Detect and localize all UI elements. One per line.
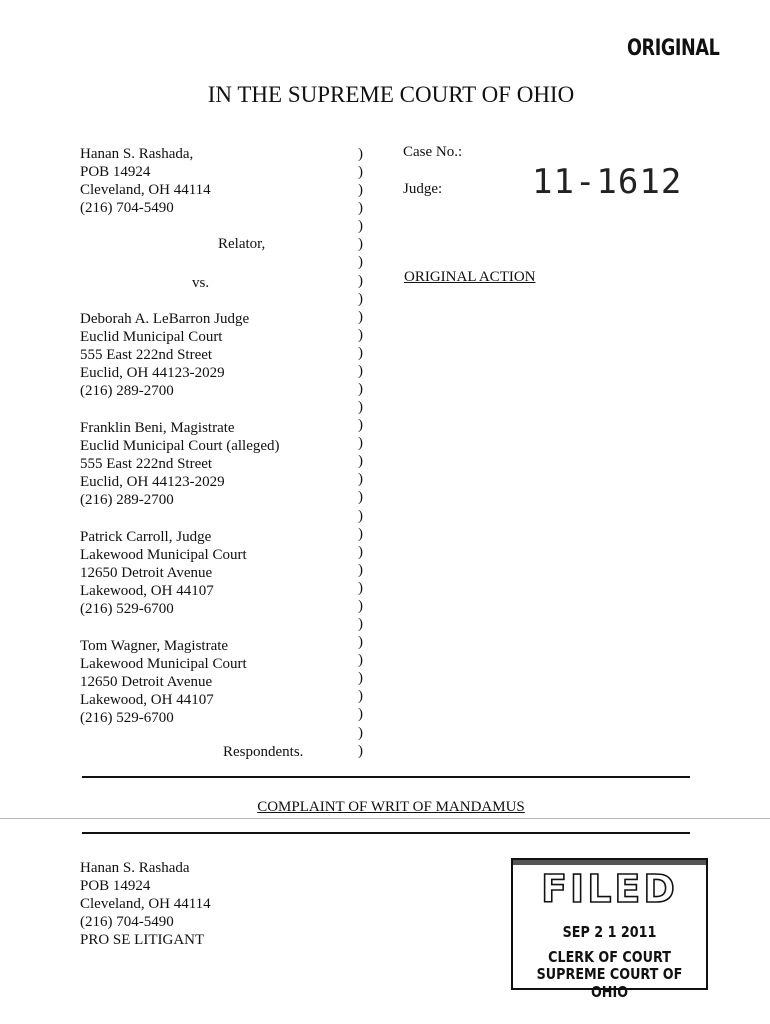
caption-paren: ) [358,200,363,217]
respondent-block [80,637,247,727]
caption-paren: ) [358,652,363,669]
case-number-label: Case No.: [403,144,463,160]
original-stamp: ORIGINAL [627,36,720,61]
relator-pob: POB 14924 [80,164,151,180]
caption-paren: ) [358,561,363,578]
respondent-name: Deborah A. LeBarron Judge [80,311,250,327]
respondent-name: Tom Wagner, Magistrate [80,638,229,654]
respondents-label: Respondents. [223,744,304,760]
respondent-phone: (216) 289-2700 [80,492,174,508]
caption-paren: ) [358,525,363,542]
filer-pob: POB 14924 [80,878,151,894]
respondent-block [80,528,247,618]
respondent-block [80,419,280,509]
caption-paren: ) [358,688,363,705]
filed-clerk: CLERK OF COURT [548,948,671,966]
filed-word: FILED [541,867,678,911]
caption-paren: ) [358,218,363,235]
filed-date: SEP 2 1 2011 [562,923,657,941]
respondent-phone: (216) 289-2700 [80,383,174,399]
caption-paren: ) [358,290,363,307]
relator-label: Relator, [218,236,266,252]
caption-paren: ) [358,399,363,416]
respondent-name: Patrick Carroll, Judge [80,529,212,545]
caption-paren: ) [358,453,363,470]
court-title: IN THE SUPREME COURT OF OHIO [207,82,575,107]
caption-paren: ) [358,507,363,524]
filer-address [80,859,211,949]
filer-phone: (216) 704-5490 [80,914,174,930]
caption-paren: ) [358,417,363,434]
caption-paren: ) [358,471,363,488]
filer-status: PRO SE LITIGANT [80,932,205,948]
respondent-street: 555 East 222nd Street [80,456,213,472]
caption-paren: ) [358,254,363,271]
respondent-city: Lakewood, OH 44107 [80,583,214,599]
caption-paren: ) [358,435,363,452]
caption-paren: ) [358,272,363,289]
top-divider [82,776,690,778]
caption-paren: ) [358,724,363,741]
stamp-top-bar [513,860,706,865]
original-action-label: ORIGINAL ACTION [404,269,536,285]
respondent-court: Lakewood Municipal Court [80,656,247,672]
relator-address [80,145,211,217]
caption-paren: ) [358,326,363,343]
caption-paren: ) [358,597,363,614]
caption-paren: ) [358,489,363,506]
respondent-street: 12650 Detroit Avenue [80,674,213,690]
respondent-city: Euclid, OH 44123-2029 [80,474,225,490]
respondent-name: Franklin Beni, Magistrate [80,420,235,436]
filer-name: Hanan S. Rashada [80,860,190,876]
relator-city: Cleveland, OH 44114 [80,182,211,198]
caption-paren: ) [358,344,363,361]
caption-paren: ) [358,616,363,633]
bottom-divider [82,832,690,834]
respondent-phone: (216) 529-6700 [80,710,174,726]
caption-paren: ) [358,381,363,398]
caption-paren: ) [358,236,363,253]
caption-paren: ) [358,362,363,379]
respondent-phone: (216) 529-6700 [80,601,174,617]
caption-paren: ) [358,634,363,651]
relator-phone: (216) 704-5490 [80,200,174,216]
relator-name: Hanan S. Rashada, [80,146,194,162]
respondent-block [80,310,249,400]
caption-paren: ) [358,742,363,759]
caption-paren: ) [358,706,363,723]
caption-paren: ) [358,670,363,687]
caption-parentheses [358,145,363,760]
respondent-city: Euclid, OH 44123-2029 [80,365,225,381]
caption-paren: ) [358,182,363,199]
versus-label: vs. [192,275,210,291]
filer-city: Cleveland, OH 44114 [80,896,211,912]
filed-court: SUPREME COURT OF OHIO [536,965,683,1001]
caption-paren: ) [358,164,363,181]
case-number: 11-1612 [532,162,683,202]
document-title: COMPLAINT OF WRIT OF MANDAMUS [257,799,525,815]
scan-line [0,818,770,819]
caption-paren: ) [358,308,363,325]
respondent-court: Euclid Municipal Court [80,329,223,345]
filed-stamp [511,858,708,1001]
respondent-court: Lakewood Municipal Court [80,547,247,563]
judge-label: Judge: [403,181,443,197]
respondent-street: 12650 Detroit Avenue [80,565,213,581]
respondent-court: Euclid Municipal Court (alleged) [80,438,280,454]
caption-paren: ) [358,146,363,162]
respondent-city: Lakewood, OH 44107 [80,692,214,708]
respondent-street: 555 East 222nd Street [80,347,213,363]
caption-paren: ) [358,579,363,596]
caption-paren: ) [358,543,363,560]
